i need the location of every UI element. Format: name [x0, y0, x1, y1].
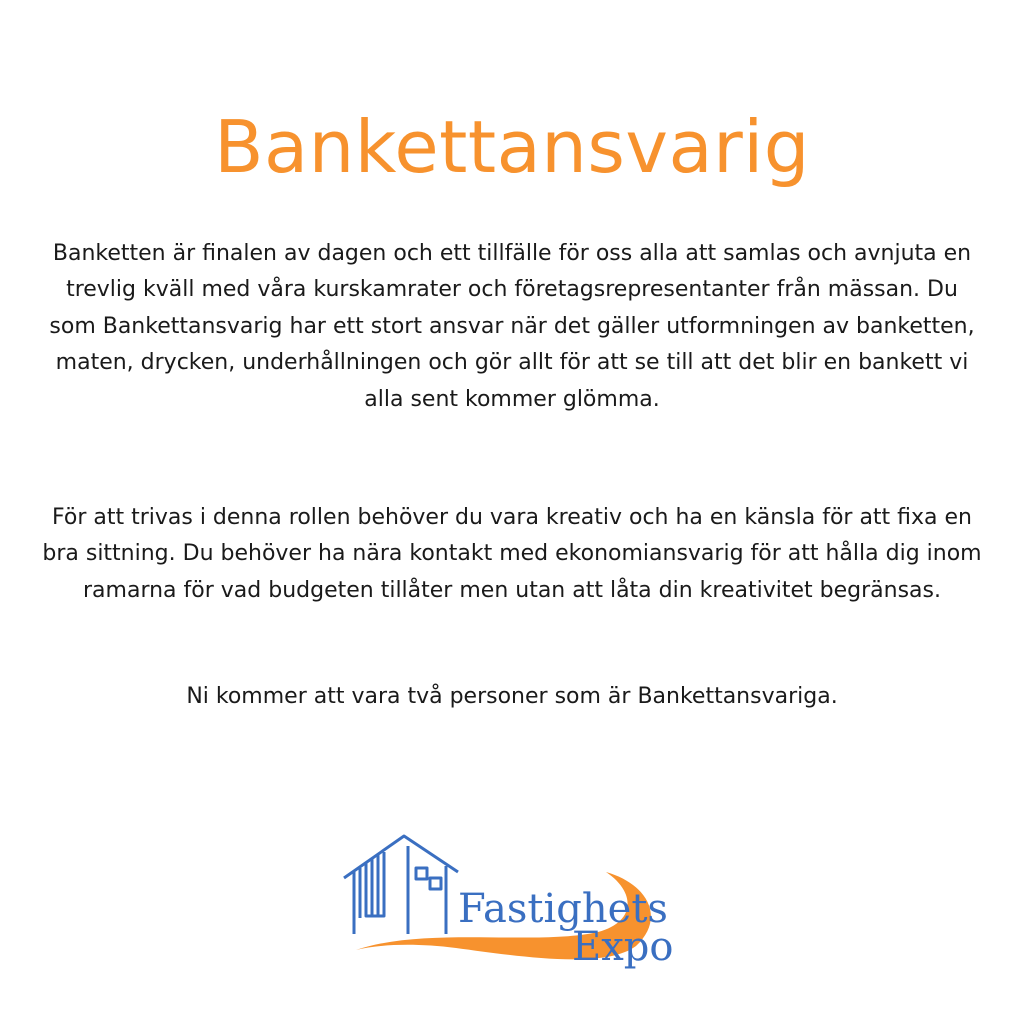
fastighets-expo-logo: [336, 822, 688, 972]
logo-line1: Fastighets: [458, 886, 668, 932]
paragraph-requirements: För att trivas i denna rollen behöver du vara kreativ och ha en känsla för att fixa en bra sittning. Du behöver ha nära kontakt med ekonomiansvarig för att hålla dig inom ramarna för vad budgeten tillåter men utan att låta din kreativitet begränsas.: [42, 505, 982, 603]
page-title: Bankettansvarig: [214, 105, 810, 189]
house-icon: [344, 836, 458, 934]
paragraph-intro: Banketten är finalen av dagen och ett tillfälle för oss alla att samlas och avnjuta en trevlig kväll med våra kurskamrater och företagsrepresentanter från mässan. Du som Bankettansvarig har ett stort ansvar när det gäller utformningen av banketten, maten, drycken, underhållningen och gör allt för att se till att det blir en bankett vi alla sent kommer glömma.: [49, 241, 975, 412]
paragraph-positions: Ni kommer att vara två personer som är Bankettansvariga.: [186, 684, 838, 709]
logo-line2: Expo: [572, 924, 674, 970]
